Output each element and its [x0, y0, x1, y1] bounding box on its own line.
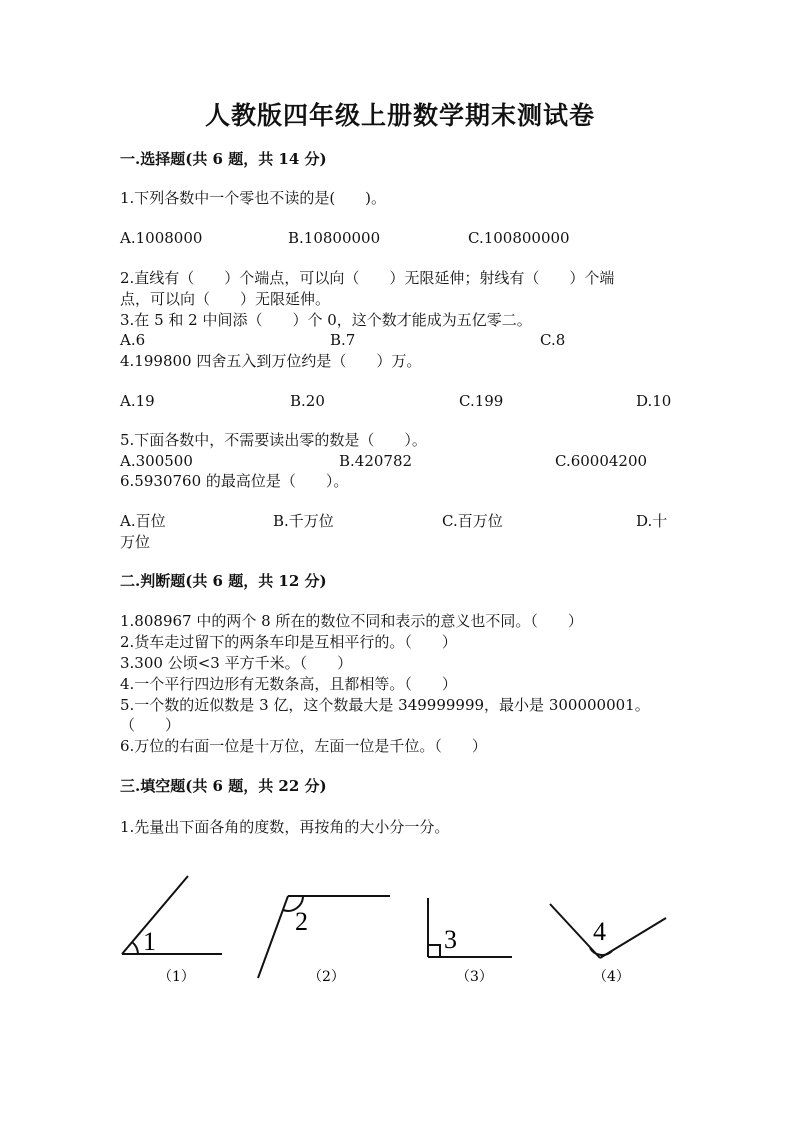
page-title: 人教版四年级上册数学期末测试卷	[204, 101, 595, 130]
angle-3-label: （3）	[456, 969, 493, 985]
angle-3-number: 3	[444, 925, 457, 954]
option-c: C.8	[540, 331, 566, 349]
option-c: C.60004200	[555, 452, 648, 470]
question-stem: 2.直线有（ ）个端点，可以向（ ）无限延伸；射线有（ ）个端	[120, 269, 615, 287]
angle-4	[550, 904, 666, 958]
question-stem: 1.下列各数中一个零也不读的是( )。	[120, 189, 387, 207]
judgement-item-continued: （ ）	[120, 716, 181, 734]
option-c: C.100800000	[468, 229, 570, 247]
option-b: B.420782	[339, 452, 413, 470]
option-b: B.千万位	[273, 512, 334, 530]
option-c: C.199	[459, 392, 504, 410]
judgement-item: 1.808967 中的两个 8 所在的数位不同和表示的意义也不同。（ ）	[120, 612, 583, 630]
option-a: A.百位	[120, 512, 166, 530]
option-c: C.百万位	[442, 512, 503, 530]
option-a: A.6	[120, 331, 146, 349]
judgement-item: 6.万位的右面一位是十万位，左面一位是千位。（ ）	[120, 737, 487, 755]
option-d-continued: 万位	[120, 533, 151, 551]
option-a: A.19	[120, 392, 155, 410]
judgement-item: 4.一个平行四边形有无数条高，且都相等。（ ）	[120, 675, 457, 693]
option-b: B.20	[290, 392, 325, 410]
angles-figure	[110, 860, 690, 1000]
angle-1-label: （1）	[158, 969, 195, 985]
angle-4-label: （4）	[593, 969, 630, 985]
option-b: B.7	[330, 331, 356, 349]
question-stem: 1.先量出下面各角的度数，再按角的大小分一分。	[120, 818, 450, 836]
angle-3	[428, 898, 512, 957]
judgement-item: 2.货车走过留下的两条车印是互相平行的。（ ）	[120, 633, 457, 651]
question-stem: 6.5930760 的最高位是（ ）。	[120, 472, 349, 490]
angle-2-number: 2	[295, 907, 308, 936]
question-stem: 5.下面各数中，不需要读出零的数是（ ）。	[120, 431, 427, 449]
judgement-item: 3.300 公顷<3 平方千米。（ ）	[120, 654, 353, 672]
angle-2	[258, 896, 390, 978]
question-stem: 4.199800 四舍五入到万位约是（ ）万。	[120, 352, 422, 370]
question-stem: 3.在 5 和 2 中间添（ ）个 0，这个数才能成为五亿零二。	[120, 311, 532, 329]
section-heading-fill-in: 三.填空题(共 6 题，共 22 分)	[120, 777, 327, 795]
angle-1-number: 1	[143, 927, 156, 956]
angle-4-number: 4	[593, 917, 606, 946]
section-heading-choice: 一.选择题(共 6 题，共 14 分)	[120, 150, 327, 168]
judgement-item: 5.一个数的近似数是 3 亿，这个数最大是 349999999，最小是 300000001。	[120, 696, 650, 714]
angles-drawing	[110, 860, 690, 1000]
question-stem-continued: 点，可以向（ ）无限延伸。	[120, 290, 331, 308]
option-d: D.10	[636, 392, 672, 410]
option-d: D.十	[636, 512, 668, 530]
option-b: B.10800000	[288, 229, 381, 247]
angle-1	[122, 876, 222, 954]
option-a: A.300500	[120, 452, 193, 470]
option-a: A.1008000	[120, 229, 203, 247]
section-heading-judgement: 二.判断题(共 6 题，共 12 分)	[120, 572, 327, 590]
angle-2-label: （2）	[308, 969, 345, 985]
